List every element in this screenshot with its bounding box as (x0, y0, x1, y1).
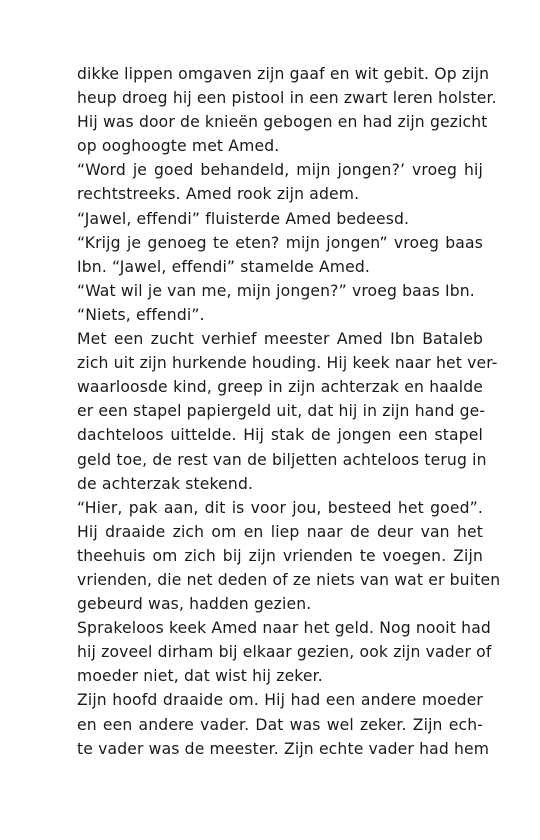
text-line: heup droeg hij een pistool in een zwart leren holster. (77, 89, 497, 108)
text-line: waarloosde kind, greep in zijn achterzak en haalde (77, 378, 483, 397)
text-line: “Krijg je genoeg te eten? mijn jongen” vroeg baas (77, 233, 483, 252)
text-line: “Jawel, effendi” fluisterde Amed bedeesd. (77, 209, 410, 228)
text-line: moeder niet, dat wist hij zeker. (77, 667, 323, 686)
text-line: “Word je goed behandeld, mijn jongen?’ vroeg hij (77, 161, 483, 180)
text-line: Sprakeloos keek Amed naar het geld. Nog nooit had (77, 619, 491, 638)
text-line: dachteloos uittelde. Hij stak de jongen een stapel (77, 426, 483, 445)
text-line: te vader was de meester. Zijn echte vader had hem (77, 739, 490, 758)
text-line: Zijn hoofd draaide om. Hij had een andere moeder (77, 691, 483, 710)
text-line: dikke lippen omgaven zijn gaaf en wit gebit. Op zijn (77, 65, 490, 83)
text-line: theehuis om zich bij zijn vrienden te voegen. Zijn (77, 546, 483, 565)
text-line: “Hier, pak aan, dit is voor jou, besteed het goed”. (77, 498, 483, 517)
text-line: zich uit zijn hurkende houding. Hij keek naar het ver- (77, 354, 498, 373)
text-line: Hij was door de knieën gebogen en had zijn gezicht (77, 113, 488, 132)
text-line: en een andere vader. Dat was wel zeker. Zijn ech- (77, 715, 483, 734)
text-line: op ooghoogte met Amed. (77, 137, 280, 156)
text-line: hij zoveel dirham bij elkaar gezien, ook zijn vader of (77, 643, 492, 662)
text-line: gebeurd was, hadden gezien. (77, 595, 312, 614)
text-line: Met een zucht verhief meester Amed Ibn Bataleb (77, 330, 483, 349)
text-line: de achterzak stekend. (77, 474, 254, 493)
body-text (77, 62, 501, 761)
text-line: “Niets, effendi”. (77, 305, 205, 324)
text-line: geld toe, de rest van de biljetten achteloos terug in (77, 450, 487, 469)
text-line: Ibn. “Jawel, effendi” stamelde Amed. (77, 257, 371, 276)
text-line: vrienden, die net deden of ze niets van wat er buiten (77, 570, 501, 589)
text-line: er een stapel papiergeld uit, dat hij in zijn hand ge- (77, 402, 486, 421)
text-line: rechtstreeks. Amed rook zijn adem. (77, 185, 360, 204)
text-line: Hij draaide zich om en liep naar de deur van het (77, 522, 483, 541)
text-line: “Wat wil je van me, mijn jongen?” vroeg baas Ibn. (77, 281, 475, 300)
